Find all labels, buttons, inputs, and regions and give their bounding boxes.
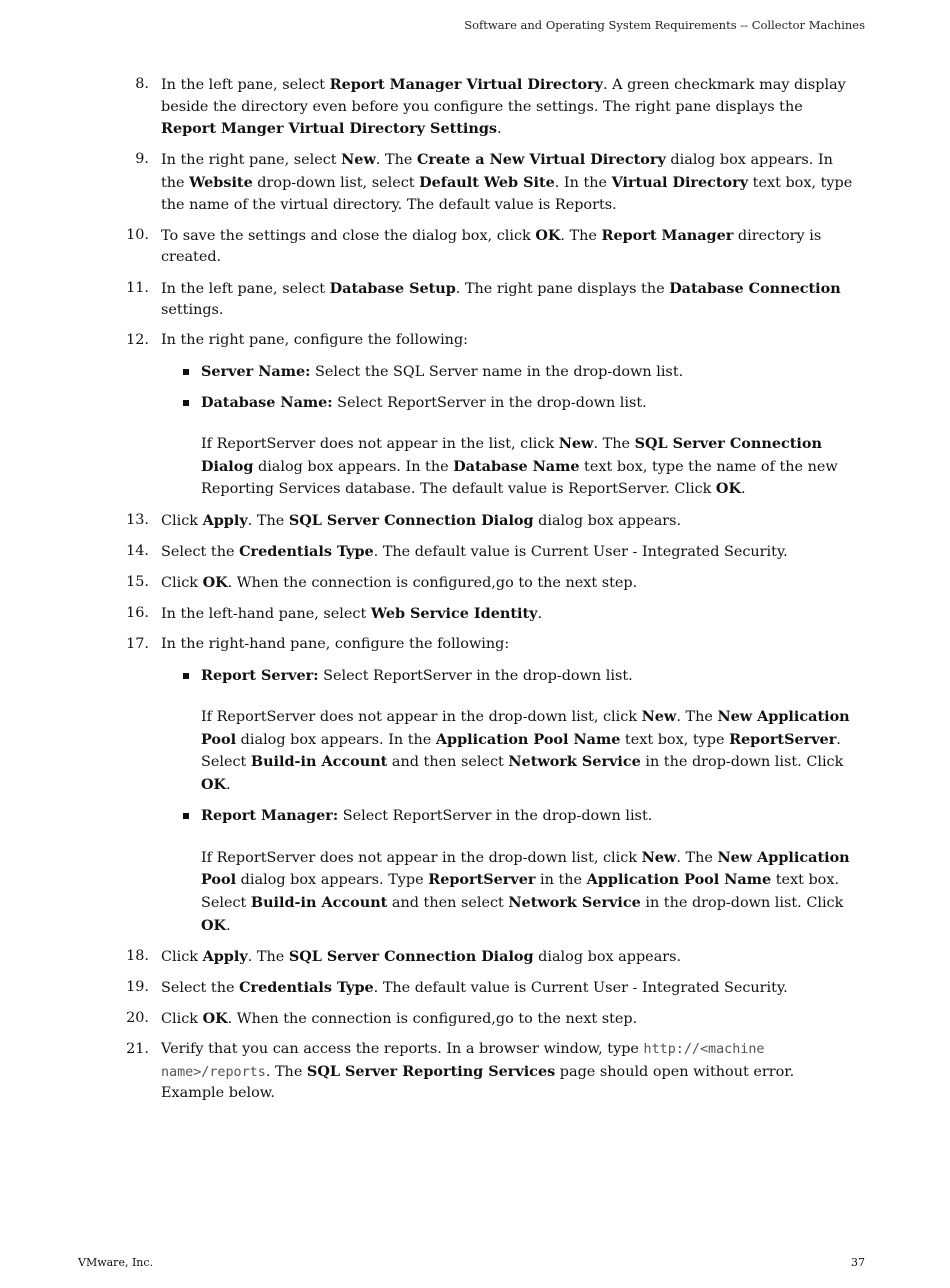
footer-company: VMware, Inc. — [78, 1256, 154, 1269]
note-paragraph: If ReportServer does not appear in the drop-down list, click New. The New Application Pool dialog box appears. In the Application Pool Name text box, type ReportServer. Select Build-in Account and then select Network Service in the drop-down list. Click OK. — [201, 708, 850, 793]
url-code: http://<machine name>/reports — [161, 1042, 765, 1080]
step-text: In the right-hand pane, configure the following: — [161, 636, 510, 653]
bullet-report-manager: Report Manager: Select ReportServer in the drop-down list. — [161, 805, 860, 828]
bullet-report-server: Report Server: Select ReportServer in the drop-down list. — [161, 665, 860, 688]
step-number: 18. — [126, 947, 149, 964]
step-number: 15. — [126, 574, 149, 591]
note-paragraph: If ReportServer does not appear in the drop-down list, click New. The New Application Pool dialog box appears. Type ReportServer in the Application Pool Name text box. Select Build-in Account and then select Network Service in the drop-down list. Click OK. — [201, 848, 850, 934]
step-number: 17. — [126, 636, 149, 653]
step-text: Verify that you can access the reports. In a browser window, type http://<machine name>/reports. The SQL Server Reporting Services page should open without error. Example below. — [161, 1041, 795, 1102]
note-paragraph: If ReportServer does not appear in the list, click New. The SQL Server Connection Dialog dialog box appears. In the Database Name text box, type the name of the new Reporting Services database. The default value is ReportServer. Click OK. — [201, 435, 838, 498]
step-number: 12. — [126, 332, 149, 349]
step-9 — [120, 149, 860, 216]
step-19 — [120, 977, 860, 1000]
step-13 — [120, 510, 860, 533]
bullet-square-icon — [183, 673, 189, 679]
step-21 — [120, 1039, 860, 1105]
bullet-database-name: Database Name: Select ReportServer in the drop-down list. — [161, 392, 860, 415]
step-text: In the left pane, select Report Manager Virtual Directory. A green checkmark may display beside the directory even before you configure the settings. The right pane displays the Report Manger Virtual Directory Settings. — [161, 76, 846, 138]
step-18 — [120, 946, 860, 969]
step-text: Click OK. When the connection is configured,go to the next step. — [161, 1010, 638, 1028]
step-text: Select the Credentials Type. The default value is Current User - Integrated Security. — [161, 978, 788, 996]
step-text: Click OK. When the connection is configured,go to the next step. — [161, 574, 638, 592]
step-10 — [120, 225, 860, 269]
step-14 — [120, 541, 860, 564]
step-11 — [120, 278, 860, 322]
instruction-list — [120, 74, 860, 1114]
step-12 — [120, 330, 860, 501]
bullet-server-name: Server Name: Select the SQL Server name in the drop-down list. — [161, 361, 860, 384]
step-number: 21. — [126, 1041, 149, 1058]
step-number: 19. — [126, 978, 149, 995]
step-text: Click Apply. The SQL Server Connection Dialog dialog box appears. — [161, 947, 682, 965]
step-number: 20. — [126, 1010, 149, 1027]
running-header: Software and Operating System Requirements -- Collector Machines — [464, 18, 865, 32]
step-text: In the right pane, configure the following: — [161, 332, 469, 349]
step-text: In the left-hand pane, select Web Service Identity. — [161, 605, 543, 623]
step-text: Click Apply. The SQL Server Connection Dialog dialog box appears. — [161, 511, 682, 529]
step-16 — [120, 603, 860, 626]
bullet-square-icon — [183, 813, 189, 819]
page-number: 37 — [851, 1256, 865, 1269]
step-text: To save the settings and close the dialog box, click OK. The Report Manager directory is created. — [161, 226, 822, 266]
step-number: 10. — [126, 226, 149, 243]
step-15 — [120, 572, 860, 595]
step-number: 11. — [126, 279, 149, 296]
step-number: 16. — [126, 605, 149, 622]
step-number: 13. — [126, 511, 149, 528]
step-text: In the right pane, select New. The Create a New Virtual Directory dialog box appears. In the Website drop-down list, select Default Web Site. In the Virtual Directory text box, type the name of the virtual directory. The default value is Reports. — [161, 151, 853, 213]
step-text: Select the Credentials Type. The default value is Current User - Integrated Security. — [161, 542, 788, 560]
bullet-square-icon — [183, 369, 189, 375]
step-number: 14. — [126, 542, 149, 559]
bullet-square-icon — [183, 400, 189, 406]
step-number: 8. — [135, 76, 149, 92]
step-17 — [120, 634, 860, 937]
step-20 — [120, 1008, 860, 1031]
step-number: 9. — [135, 151, 149, 168]
step-8 — [120, 74, 860, 141]
step-text: In the left pane, select Database Setup. The right pane displays the Database Connection settings. — [161, 279, 841, 319]
